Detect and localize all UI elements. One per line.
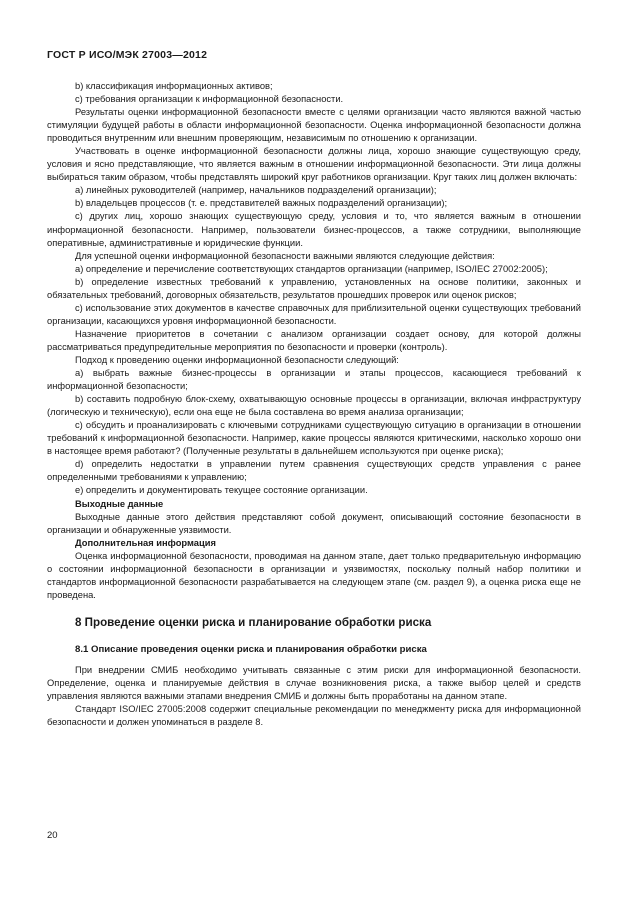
paragraph: Для успешной оценки информационной безопасности важными являются следующие действия:: [75, 250, 495, 261]
list-item: c) обсудить и проанализировать с ключевыми сотрудниками существующую ситуацию в организации в отношении требований к информационной безопасности. Например, какие процессы являются критическими, насколько хорошо они в настоящее время работают? (Полученные результаты в дальнейшем используются при оценке риска);: [47, 420, 581, 457]
output-heading: Выходные данные: [75, 498, 164, 509]
extra-info-heading: Дополнительная информация: [75, 537, 216, 548]
output-text: Выходные данные этого действия представляют собой документ, описывающий состояние безопасности в организации и обнаруженные уязвимости.: [47, 511, 581, 535]
document-header: ГОСТ Р ИСО/МЭК 27003—2012: [47, 49, 208, 61]
extra-info-text: Оценка информационной безопасности, проводимая на данном этапе, дает только предварительную информацию о состоянии информационной безопасности в организации и уязвимостях, поскольку полный набор политики и стандартов информационной безопасности разрабатывается на следующем этапе (см. раздел 9), а оценка риска еще не проведена.: [47, 550, 581, 600]
list-item: a) выбрать важные бизнес-процессы в организации и этапы процессов, касающиеся требований к информационной безопасности;: [47, 368, 581, 392]
list-item: c) других лиц, хорошо знающих существующую среду, условия и то, что является важным в отношении информационной безопасности. Например, пользователи бизнес-процессов, а также сотрудники, выполняющие оперативные, административные и юридические функции.: [47, 211, 581, 248]
list-item: d) определить недостатки в управлении путем сравнения существующих средств управления с ранее определенными требованиями к управлению;: [47, 459, 581, 483]
list-item: b) определение известных требований к управлению, установленных на основе политики, законных и обязательных требований, договорных обязательств, результатов прошедших проверок или оценок рисков;: [47, 276, 581, 300]
paragraph: Результаты оценки информационной безопасности вместе с целями организации часто являются важной частью стимуляции будущей работы в области информационной безопасности. Оценка информационной безопасности должна проводиться внутренним или внешним проверяющим, независимым по отношению к организации.: [47, 107, 581, 144]
paragraph: Стандарт ISO/IEC 27005:2008 содержит специальные рекомендации по менеджменту риска для информационной безопасности и должен упоминаться в разделе 8.: [47, 704, 581, 728]
list-item: a) определение и перечисление соответствующих стандартов организации (например, ISO/IEC 27002:2005);: [75, 263, 548, 274]
paragraph: b) классификация информационных активов;: [75, 81, 273, 91]
list-item: e) определить и документировать текущее состояние организации.: [75, 485, 368, 496]
list-item: a) линейных руководителей (например, начальников подразделений организации);: [75, 185, 437, 196]
paragraph: Назначение приоритетов в сочетании с анализом организации создает основу, для которой должны рассматриваться предупредительные мероприятия по безопасности и проверки (контроль).: [47, 328, 581, 352]
paragraph: Участвовать в оценке информационной безопасности должны лица, хорошо знающие существующую среду, условия и ясно представляющие, что является важным в отношении информационной безопасности. Эти лица должны выбираться таким образом, чтобы представлять широкий круг работников организации. Круг таких лиц должен включать:: [47, 146, 581, 183]
list-item: b) владельцев процессов (т. е. представителей важных подразделений организации);: [75, 198, 448, 209]
paragraph: Подход к проведению оценки информационной безопасности следующий:: [75, 354, 399, 365]
page-number: 20: [47, 830, 58, 841]
list-item: c) использование этих документов в качестве справочных для приблизительной оценки существующих требований организации, касающихся уровня информационной безопасности.: [47, 302, 581, 326]
document-body: [47, 80, 581, 729]
section-8-1-title: 8.1 Описание проведения оценки риска и планирования обработки риска: [75, 643, 427, 655]
paragraph: При внедрении СМИБ необходимо учитывать связанные с этим риски для информационной безопасности. Определение, оценка и планируемые действия в случае возникновения риска, а также выбор целей и средств управления являются важными этапами внедрения СМИБ и должны быть проработаны на данном этапе.: [47, 664, 581, 701]
paragraph: c) требования организации к информационной безопасности.: [75, 94, 344, 105]
list-item: b) составить подробную блок-схему, охватывающую основные процессы в организации, включая инфраструктуру (логическую и техническую), если она еще не была составлена во время анализа организации;: [47, 394, 581, 418]
section-8-title: 8 Проведение оценки риска и планирование обработки риска: [75, 615, 432, 629]
